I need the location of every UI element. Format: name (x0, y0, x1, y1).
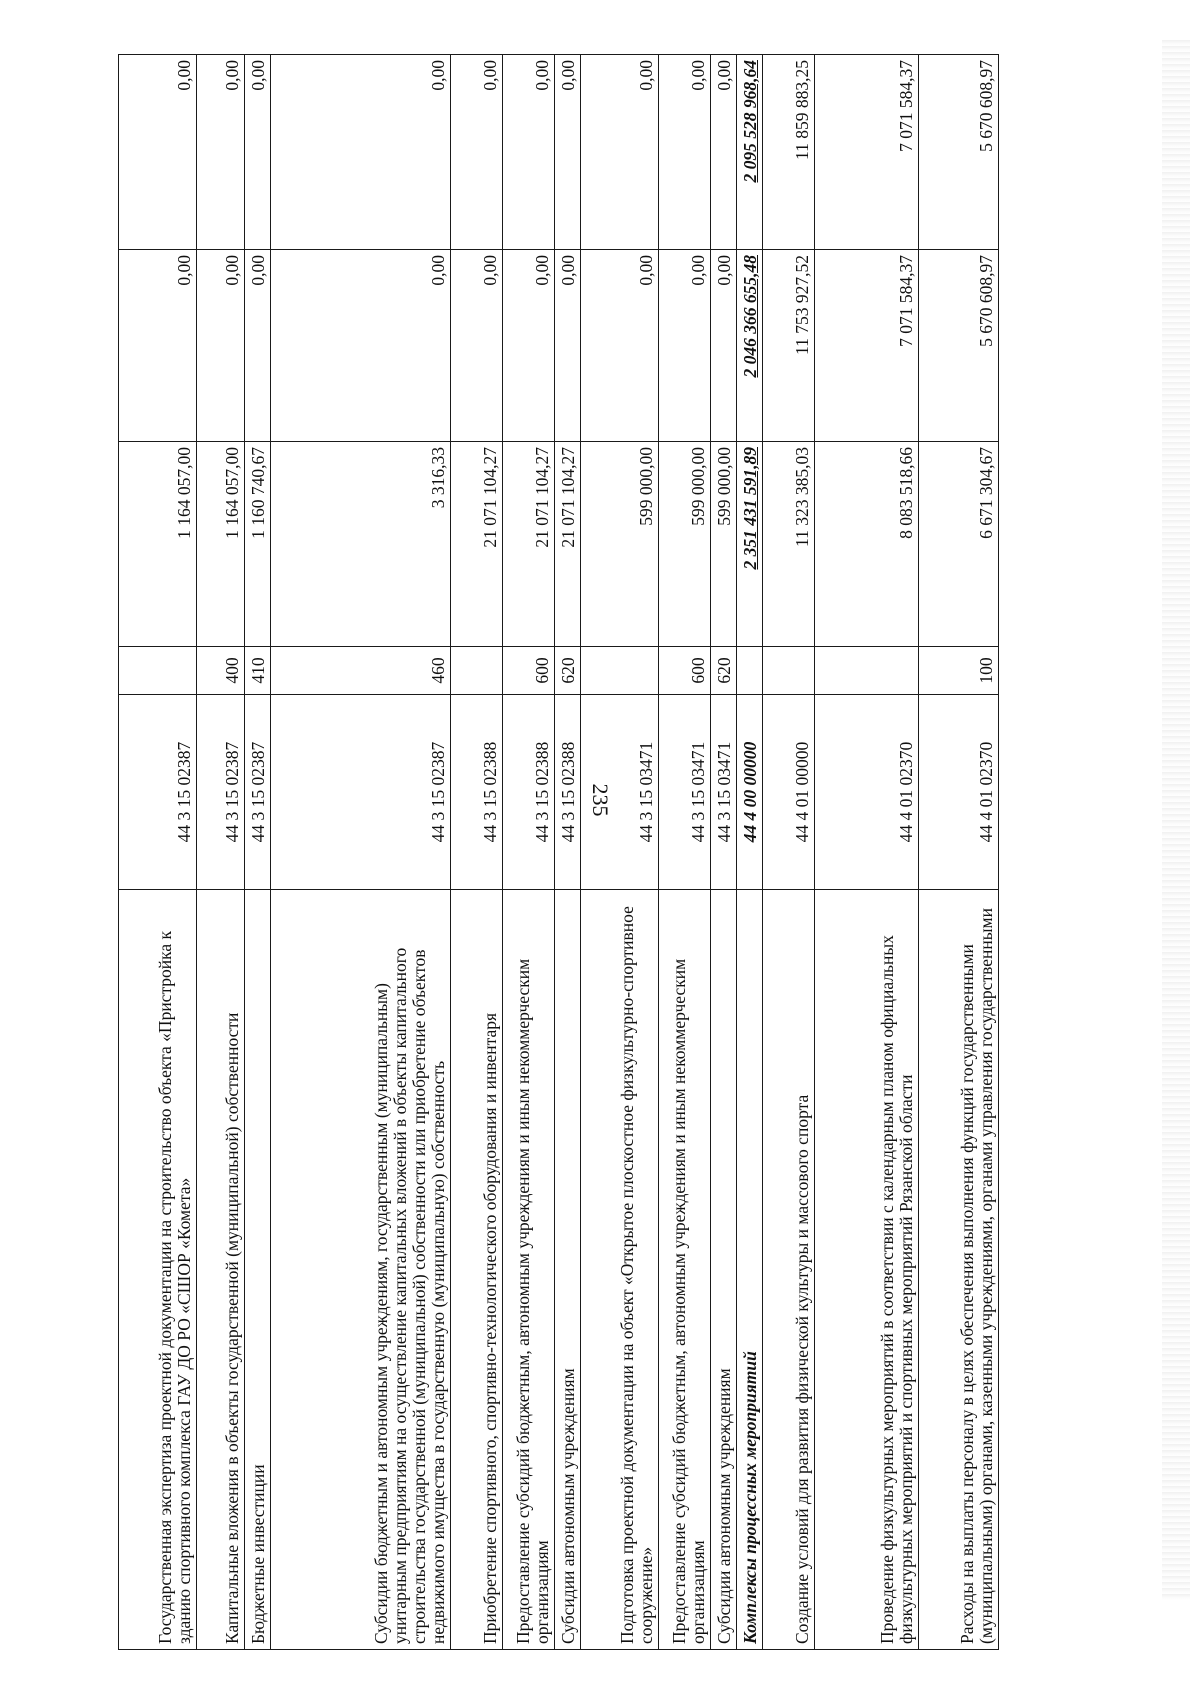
row-value-year1: 3 316,33 (271, 442, 451, 647)
table-row (737, 55, 763, 1650)
row-value-year3: 0,00 (503, 55, 555, 250)
row-value-year1: 8 083 518,66 (815, 442, 919, 647)
row-code: 44 3 15 02388 (451, 695, 503, 890)
row-name: Приобретение спортивного, спортивно-технологического оборудования и инвентаря (451, 890, 503, 1650)
row-value-year1: 599 000,00 (659, 442, 711, 647)
row-expense-type (737, 647, 763, 695)
row-name: Подготовка проектной документации на объект «Открытое плоскостное физкультурно-спортивное сооружение» (581, 890, 659, 1650)
table-row (451, 55, 503, 1650)
row-value-year3: 5 670 608,97 (919, 55, 999, 250)
row-value-year3: 11 859 883,25 (763, 55, 815, 250)
row-expense-type: 410 (245, 647, 271, 695)
row-value-year1: 1 164 057,00 (197, 442, 245, 647)
scan-artifact (1162, 40, 1190, 1600)
row-value-year2: 5 670 608,97 (919, 250, 999, 442)
row-code: 44 4 00 00000 (737, 695, 763, 890)
row-code: 44 4 01 02370 (919, 695, 999, 890)
row-name: Субсидии автономным учреждениям (555, 890, 581, 1650)
table-row (245, 55, 271, 1650)
row-code: 44 3 15 02387 (197, 695, 245, 890)
row-value-year1: 1 164 057,00 (119, 442, 197, 647)
row-expense-type: 600 (503, 647, 555, 695)
row-expense-type (815, 647, 919, 695)
row-code: 44 3 15 02387 (245, 695, 271, 890)
row-value-year1: 2 351 431 591,89 (737, 442, 763, 647)
row-value-year2: 0,00 (451, 250, 503, 442)
row-expense-type (581, 647, 659, 695)
row-name: Государственная экспертиза проектной документации на строительство объекта «Пристройка к зданию спортивного комплекса ГАУ ДО РО «СШОР «Комета» (119, 890, 197, 1650)
page-number: 235 (588, 783, 613, 817)
row-value-year2: 0,00 (197, 250, 245, 442)
row-expense-type: 460 (271, 647, 451, 695)
row-value-year2: 0,00 (503, 250, 555, 442)
row-value-year2: 7 071 584,37 (815, 250, 919, 442)
table-row (197, 55, 245, 1650)
table-row (711, 55, 737, 1650)
table-row (119, 55, 197, 1650)
row-name: Расходы на выплаты персоналу в целях обеспечения выполнения функций государственными (муниципальными) органами, казенными учреждениями, органами управления государственными (919, 890, 999, 1650)
row-value-year2: 0,00 (555, 250, 581, 442)
row-code: 44 3 15 02387 (271, 695, 451, 890)
row-code: 44 3 15 02388 (503, 695, 555, 890)
table-row (763, 55, 815, 1650)
row-value-year1: 21 071 104,27 (555, 442, 581, 647)
row-name: Создание условий для развития физической культуры и массового спорта (763, 890, 815, 1650)
row-name: Субсидии бюджетным и автономным учреждениям, государственным (муниципальным) унитарным предприятиям на осуществление капитальных вложений в объекты капитального строительства государственной (муниципальной) собственности или приобретение объектов недвижимого имущества в государственную (муниципальную) собственность (271, 890, 451, 1650)
row-value-year2: 0,00 (581, 250, 659, 442)
row-expense-type (119, 647, 197, 695)
row-value-year1: 21 071 104,27 (503, 442, 555, 647)
row-value-year2: 0,00 (245, 250, 271, 442)
row-name: Проведение физкультурных мероприятий в соответствии с календарным планом официальных физкультурных мероприятий и спортивных мероприятий Рязанской области (815, 890, 919, 1650)
row-value-year2: 0,00 (119, 250, 197, 442)
row-expense-type: 620 (555, 647, 581, 695)
row-expense-type: 600 (659, 647, 711, 695)
table-row (581, 55, 659, 1650)
table-row (271, 55, 451, 1650)
row-value-year2: 2 046 366 655,48 (737, 250, 763, 442)
row-code: 44 3 15 03471 (659, 695, 711, 890)
table-row (659, 55, 711, 1650)
row-name: Бюджетные инвестиции (245, 890, 271, 1650)
row-value-year2: 0,00 (271, 250, 451, 442)
row-expense-type (763, 647, 815, 695)
row-value-year3: 0,00 (197, 55, 245, 250)
row-code: 44 3 15 02388 (555, 695, 581, 890)
row-name: Предоставление субсидий бюджетным, автономным учреждениям и иным некоммерческим организациям (659, 890, 711, 1650)
table-row (919, 55, 999, 1650)
budget-table (118, 54, 999, 1650)
row-code: 44 4 01 00000 (763, 695, 815, 890)
table-row (503, 55, 555, 1650)
row-value-year3: 0,00 (451, 55, 503, 250)
row-expense-type: 620 (711, 647, 737, 695)
row-code: 44 3 15 03471 (711, 695, 737, 890)
row-name: Субсидии автономным учреждениям (711, 890, 737, 1650)
row-value-year3: 0,00 (555, 55, 581, 250)
row-value-year3: 2 095 528 968,64 (737, 55, 763, 250)
table-row (555, 55, 581, 1650)
row-value-year1: 11 323 385,03 (763, 442, 815, 647)
row-name: Капитальные вложения в объекты государственной (муниципальной) собственности (197, 890, 245, 1650)
row-value-year3: 0,00 (581, 55, 659, 250)
row-value-year2: 11 753 927,52 (763, 250, 815, 442)
row-value-year2: 0,00 (659, 250, 711, 442)
row-code: 44 3 15 02387 (119, 695, 197, 890)
row-value-year1: 21 071 104,27 (451, 442, 503, 647)
row-value-year3: 0,00 (711, 55, 737, 250)
row-value-year3: 7 071 584,37 (815, 55, 919, 250)
row-value-year1: 6 671 304,67 (919, 442, 999, 647)
row-value-year3: 0,00 (271, 55, 451, 250)
row-value-year2: 0,00 (711, 250, 737, 442)
table-row (815, 55, 919, 1650)
row-expense-type: 400 (197, 647, 245, 695)
row-value-year1: 1 160 740,67 (245, 442, 271, 647)
row-name: Комплексы процессных мероприятий (737, 890, 763, 1650)
row-code: 44 4 01 02370 (815, 695, 919, 890)
row-name: Предоставление субсидий бюджетным, автономным учреждениям и иным некоммерческим организациям (503, 890, 555, 1650)
row-value-year3: 0,00 (659, 55, 711, 250)
row-value-year1: 599 000,00 (581, 442, 659, 647)
row-value-year3: 0,00 (245, 55, 271, 250)
row-code: 44 3 15 03471 (581, 695, 659, 890)
row-value-year1: 599 000,00 (711, 442, 737, 647)
row-expense-type: 100 (919, 647, 999, 695)
row-value-year3: 0,00 (119, 55, 197, 250)
row-expense-type (451, 647, 503, 695)
